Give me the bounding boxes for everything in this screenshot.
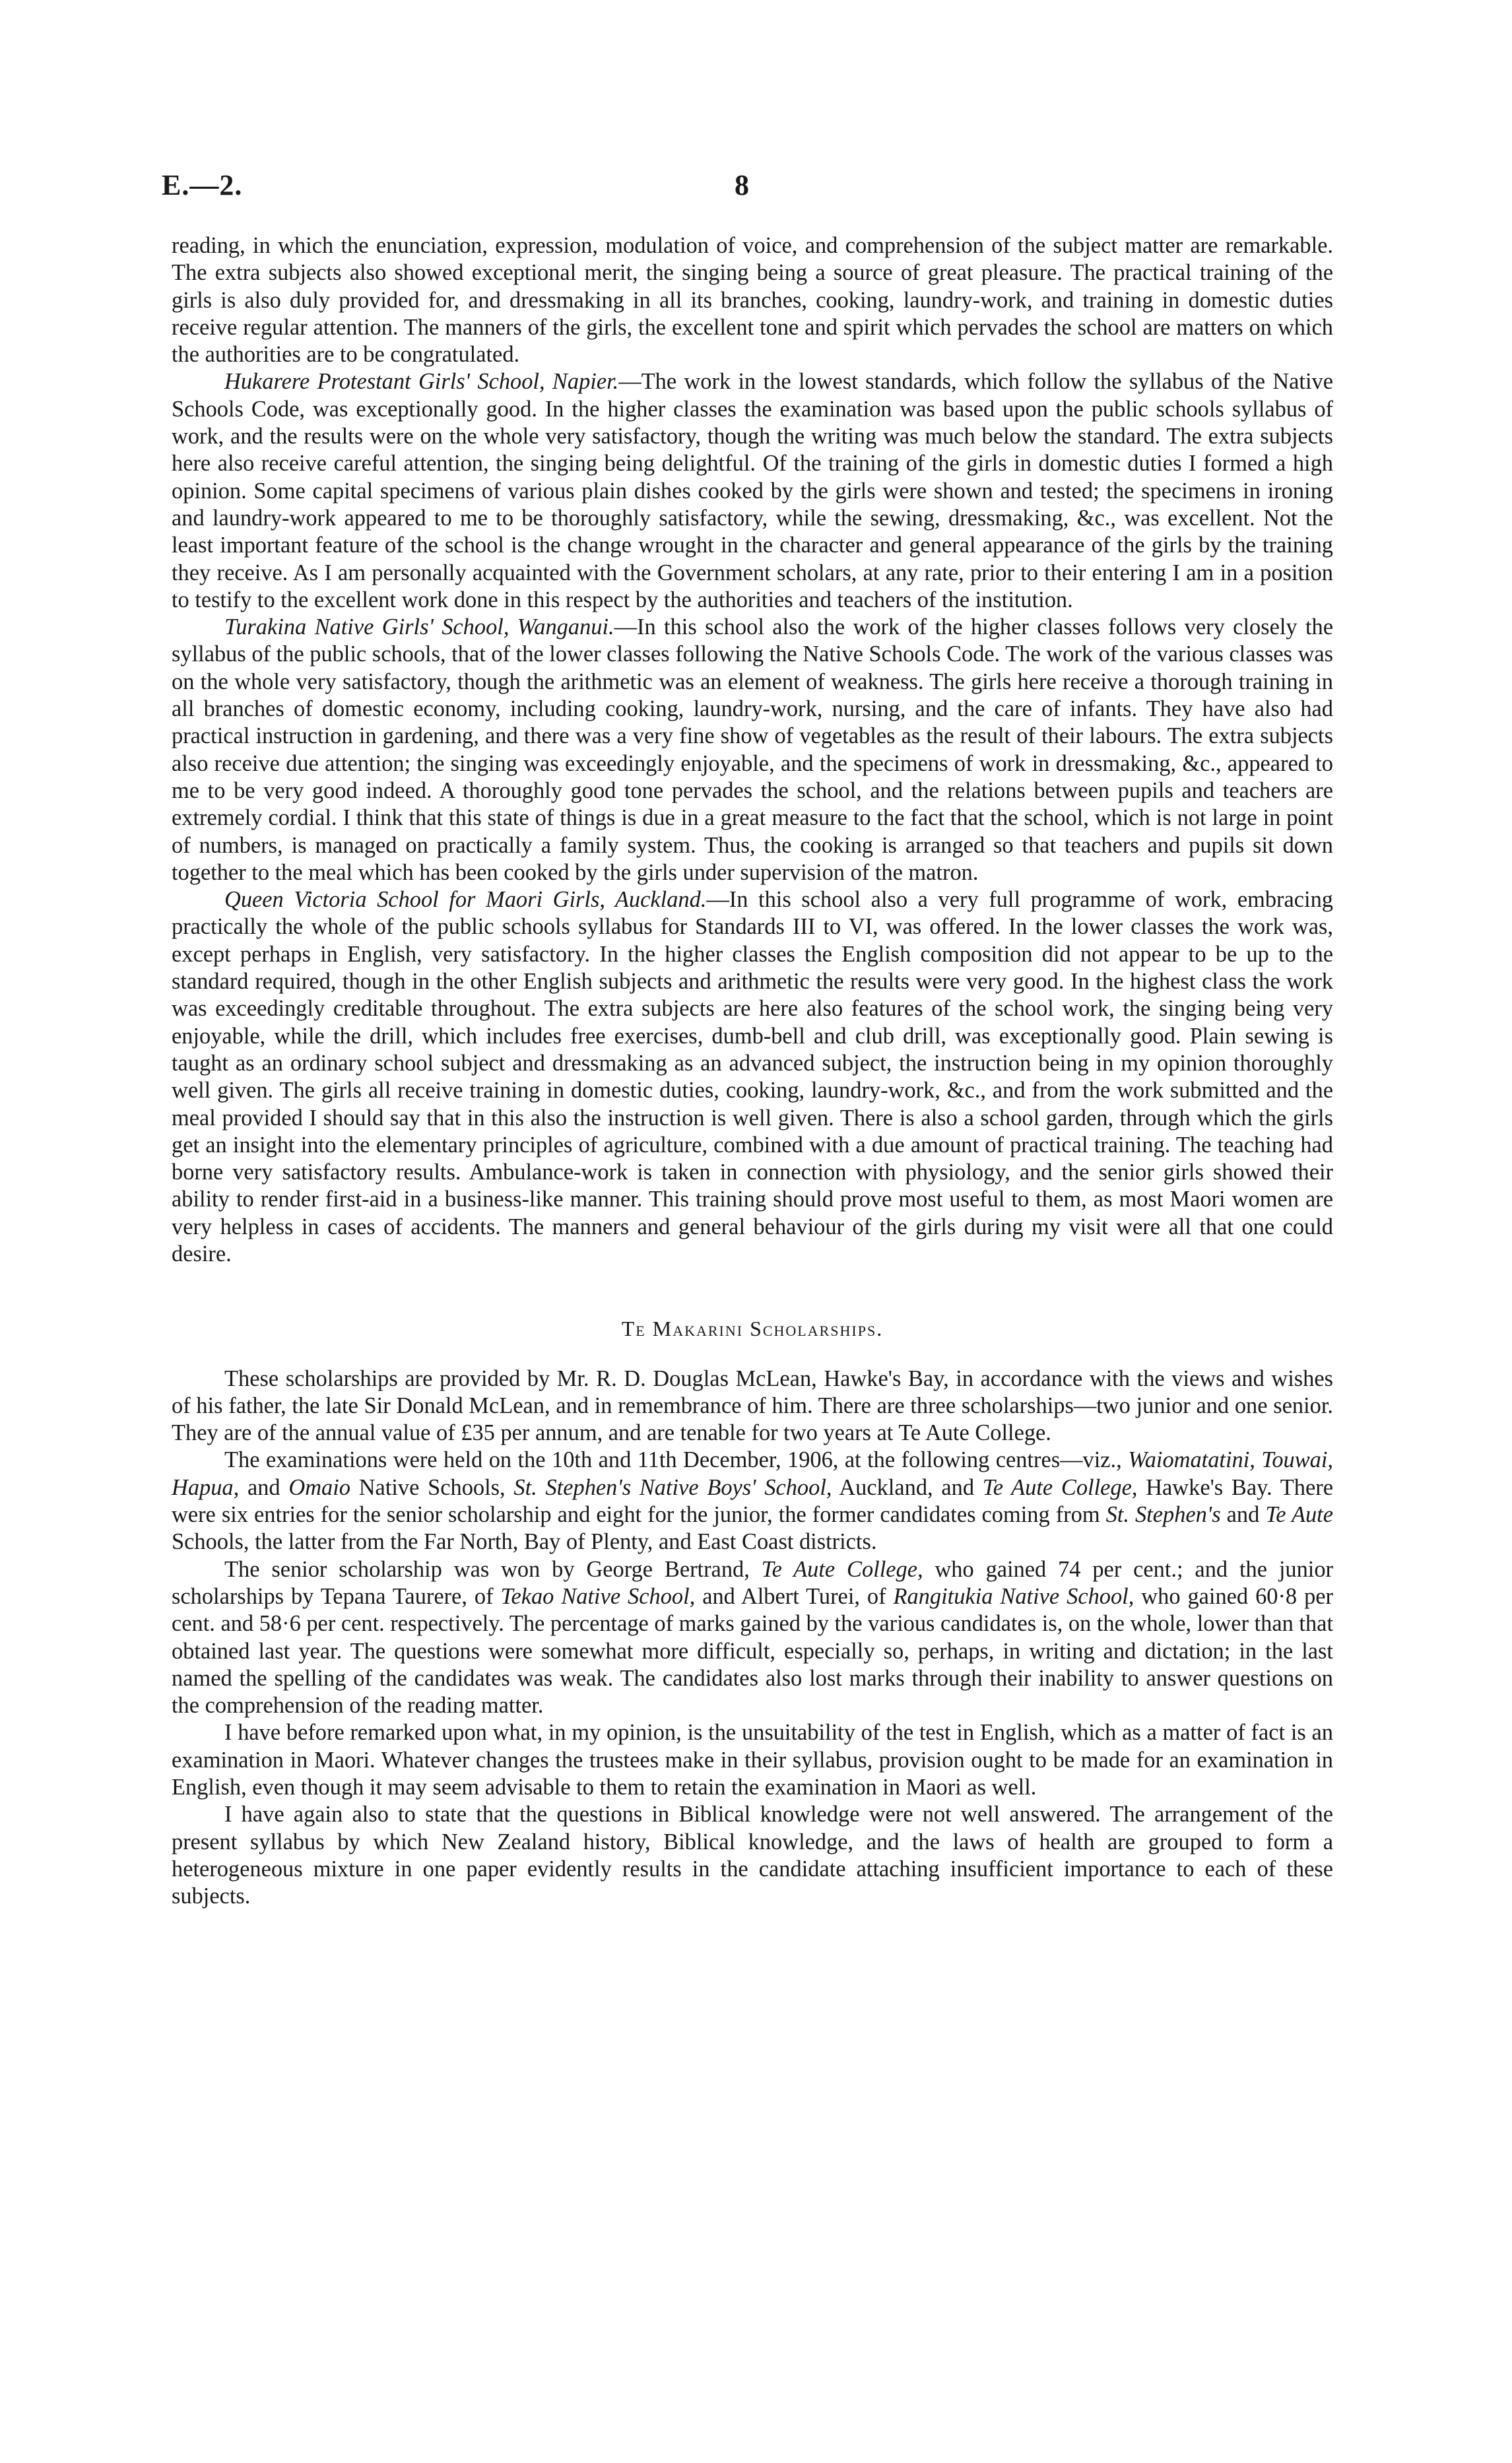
school-name: Tekao Native School, (500, 1583, 696, 1609)
school-name: St. Stephen's (1105, 1502, 1221, 1528)
paragraph: I have before remarked upon what, in my opinion, is the unsuitability of the test in English, which as a matter of fact is an examination in Maori. Whatever changes the trustees make in their syllabus, provision ought to be made for an examination in English, even though it may seem advisable to them to retain the examination in Maori as well. (172, 1720, 1333, 1800)
paragraph-text: —In this school also the work of the higher classes follows very closely the syllabus of the public schools, that of the lower classes following the Native Schools Code. The work of the various classes was on the whole very satisfactory, though the arithmetic was an element of weakness. The girls here receive a thorough training in all branches of domestic economy, including cooking, laundry-work, nursing, and the care of infants. They have also had practical instruction in gardening, and there was a very fine show of vegetables as the result of their labours. The extra subjects also receive due attention; the singing was exceedingly enjoyable, and the specimens of work in dressmaking, &c., appeared to me to be very good indeed. A thoroughly good tone pervades the school, and the relations between pupils and teachers are extremely cordial. I think that this state of things is due in a great measure to the fact that the school, which is not large in point of numbers, is managed on practically a family system. Thus, the cooking is arranged so that teachers and pupils sit down together to the meal which has been cooked by the girls under supervision of the matron. (172, 614, 1333, 885)
school-name: Hukarere Protestant Girls' School, Napier. (224, 369, 619, 395)
school-name: Rangitukia Native School, (893, 1583, 1134, 1609)
school-name: Omaio (288, 1474, 350, 1500)
text-run: Schools, the latter from the Far North, Bay of Plenty, and East Coast districts. (172, 1529, 877, 1555)
paragraph: These scholarships are provided by Mr. R. D. Douglas McLean, Hawke's Bay, in accordance with the views and wishes of his father, the late Sir Donald McLean, and in remembrance of him. There are three scholarships—two junior and one senior. They are of the annual value of £35 per annum, and are tenable for two years at Te Aute College. (172, 1365, 1333, 1446)
text-run: The examinations were held on the 10th and 11th December, 1906, at the following centres—viz., (224, 1447, 1129, 1473)
text-run: The senior scholarship was won by George Bertrand, (224, 1556, 762, 1582)
paragraph-queen-victoria (172, 886, 1333, 1268)
school-name: Waiomatatini, Touwai, Hapua, (172, 1447, 1333, 1500)
paragraph: I have again also to state that the questions in Biblical knowledge were not well answered. The arrangement of the present syllabus by which New Zealand history, Biblical knowledge, and the laws of health are grouped to form a heterogeneous mixture in one paper evidently results in the candidate attaching insufficient importance to each of these subjects. (172, 1802, 1333, 1909)
text-run: Native Schools, (350, 1474, 514, 1500)
page-header (162, 168, 1336, 214)
school-name: Te Aute College, (982, 1474, 1138, 1500)
section-heading: Te Makarini Scholarships. (621, 1317, 884, 1341)
paragraph-text: —The work in the lowest standards, which follow the syllabus of the Native Schools Code, was exceptionally good. In the higher classes the examination was based upon the public schools syllabus of work, and the results were on the whole very satisfactory, though the writing was much below the standard. The extra subjects here also receive careful attention, the singing being delightful. Of the training of the girls in domestic duties I formed a high opinion. Some capital specimens of various plain dishes cooked by the girls were shown and tested; the specimens in ironing and laundry-work appeared to me to be thoroughly satisfactory, while the sewing, dressmaking, &c., was excellent. Not the least important feature of the school is the change wrought in the character and general appearance of the girls by the training they receive. As I am personally acquainted with the Government scholars, at any rate, prior to their entering I am in a position to testify to the excellent work done in this respect by the authorities and teachers of the institution. (172, 369, 1333, 612)
school-name: Te Aute College, (761, 1556, 923, 1582)
school-name: Te Aute (1265, 1502, 1333, 1528)
text-run: Auckland, and (832, 1474, 983, 1500)
text-run: and (239, 1474, 289, 1500)
text-run: Hawke's Bay. There were six entries for the senior scholarship and eight for the junior, the former candidates coming from (172, 1474, 1333, 1528)
text-run: and (1220, 1502, 1266, 1528)
paragraph-hukarere (172, 368, 1333, 614)
text-run: who gained 60·8 per cent. and 58·6 per cent. respectively. The percentage of marks gained by the various candidates is, on the whole, lower than that obtained last year. The questions were somewhat more difficult, especially so, perhaps, in writing and dictation; in the last named the spelling of the candidates was weak. The candidates also lost marks through their inability to answer questions on the comprehension of the reading matter. (172, 1583, 1333, 1719)
paragraph-examinations (172, 1447, 1333, 1556)
document-code: E.—2. (162, 169, 243, 201)
paragraph: reading, in which the enunciation, expression, modulation of voice, and comprehension of the subject matter are remarkable. The extra subjects also showed exceptional merit, the singing being a source of great pleasure. The practical training of the girls is also duly provided for, and dressmaking in all its branches, cooking, laundry-work, and training in domestic duties receive regular attention. The manners of the girls, the excellent tone and spirit which pervades the school are matters on which the authorities are to be congratulated. (172, 233, 1333, 368)
paragraph-text: —In this school also a very full programme of work, embracing practically the whole of the public schools syllabus for Standards III to VI, was offered. In the lower classes the work was, except perhaps in English, very satisfactory. In the higher classes the English composition did not appear to be up to the standard required, though in the other English subjects and arithmetic the results were very good. In the highest class the work was exceedingly creditable throughout. The extra subjects are here also features of the school work, the singing being very enjoyable, while the drill, which includes free exercises, dumb-bell and club drill, was exceptionally good. Plain sewing is taught as an ordinary school subject and dressmaking as an advanced subject, the instruction being in my opinion thoroughly well given. The girls all receive training in domestic duties, cooking, laundry-work, &c., and from the work submitted and the meal provided I should say that in this also the instruction is well given. There is also a school garden, through which the girls get an insight into the elementary principles of agriculture, combined with a due amount of practical training. The teaching had borne very satisfactory results. Ambulance-work is taken in connection with physiology, and the senior girls showed their ability to render first-aid in a business-like manner. This training should prove most useful to them, as most Maori women are very helpless in cases of accidents. The manners and general behaviour of the girls during my visit were all that one could desire. (172, 887, 1333, 1266)
text-run: who gained 74 per cent.; and the junior scholarships by Tepana Taurere, of (172, 1556, 1333, 1609)
school-name: Queen Victoria School for Maori Girls, Auckland. (224, 887, 707, 913)
paragraph-results (172, 1556, 1333, 1720)
text-run: and Albert Turei, of (695, 1583, 894, 1609)
page-number: 8 (735, 169, 749, 201)
body-text (172, 232, 1333, 1911)
paragraph-turakina (172, 614, 1333, 886)
school-name: Turakina Native Girls' School, Wanganui. (224, 614, 614, 640)
school-name: St. Stephen's Native Boys' School, (513, 1474, 832, 1500)
